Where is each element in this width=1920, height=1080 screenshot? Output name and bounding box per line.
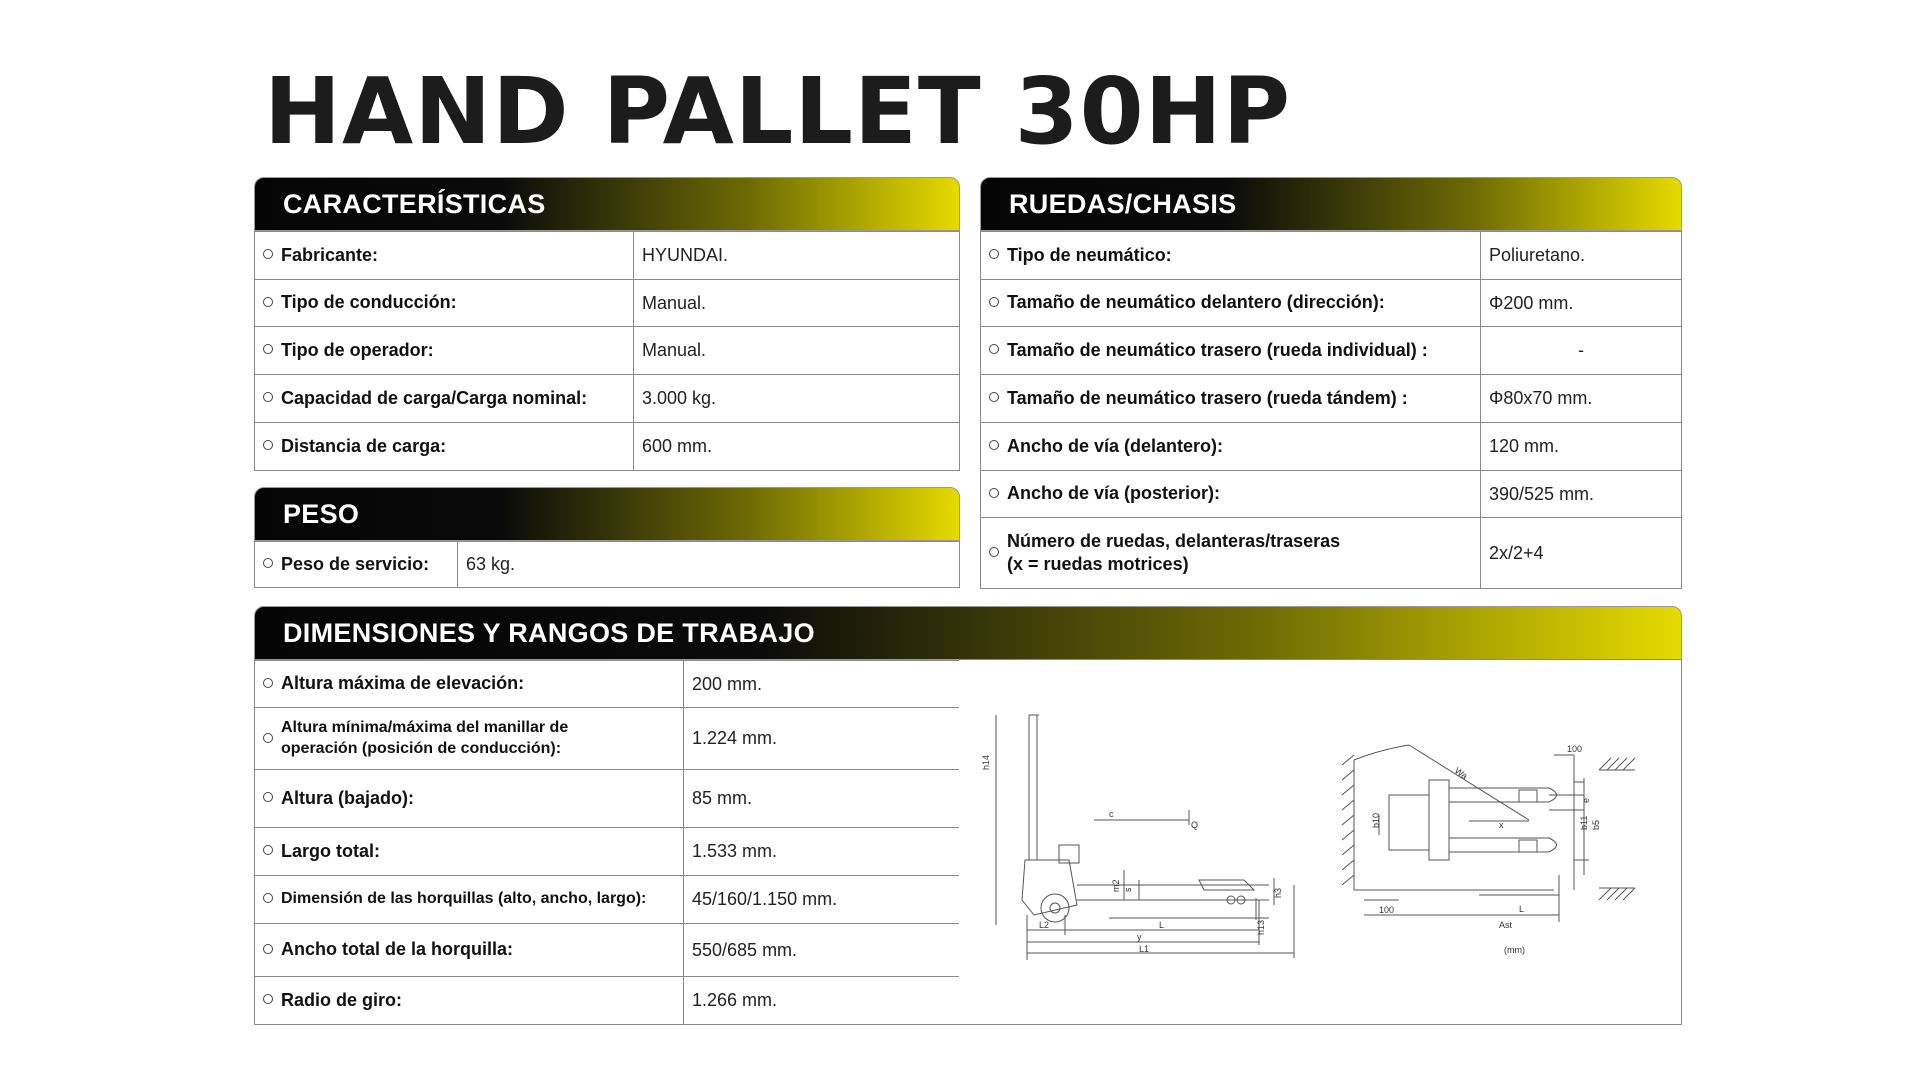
table-row (255, 327, 960, 375)
row-label-text: Altura (bajado): (281, 787, 414, 808)
row-label (255, 876, 684, 924)
ruedas-panel (980, 177, 1682, 589)
technical-drawing (959, 659, 1682, 1025)
table-row (981, 471, 1682, 518)
row-value: 2x/2+4 (1481, 518, 1682, 589)
row-label-text: Ancho de vía (delantero): (1007, 435, 1224, 456)
row-label-text: Tipo de conducción: (281, 292, 457, 313)
bullet-circle-icon (263, 297, 273, 307)
drawing-dimension-label: Q (1191, 820, 1199, 830)
row-label (981, 375, 1481, 423)
table-row (255, 661, 960, 708)
drawing-dimension-label: L1 (1139, 944, 1150, 954)
bullet-circle-icon (263, 733, 273, 743)
row-label (255, 661, 684, 708)
row-label (255, 327, 634, 375)
table-row (255, 708, 960, 770)
bullet-circle-icon (989, 547, 999, 557)
peso-panel (254, 487, 960, 588)
row-label (255, 542, 458, 588)
table-row (255, 876, 960, 924)
drawing-dimension-label: Ast (1499, 920, 1513, 930)
peso-table (254, 541, 960, 588)
row-label-text: Radio de giro: (281, 989, 402, 1010)
ruedas-table (980, 231, 1682, 589)
row-label (255, 977, 684, 1025)
row-value: 550/685 mm. (684, 924, 960, 977)
bullet-circle-icon (989, 249, 999, 259)
table-row (981, 375, 1682, 423)
bullet-circle-icon (263, 792, 273, 802)
table-row (255, 280, 960, 327)
row-value: Poliuretano. (1481, 232, 1682, 280)
row-label-text: Largo total: (281, 840, 380, 861)
drawing-dimension-label: 100 (1567, 744, 1583, 754)
row-label-text: Peso de servicio: (281, 553, 430, 574)
table-row (981, 518, 1682, 589)
row-label (981, 327, 1481, 375)
row-label (255, 708, 684, 770)
bullet-circle-icon (263, 845, 273, 855)
row-label-text: Tamaño de neumático trasero (rueda individual) : (1007, 339, 1428, 360)
table-row (981, 327, 1682, 375)
row-label (981, 423, 1481, 471)
bullet-circle-icon (989, 440, 999, 450)
drawing-dimension-label: b5 (1591, 819, 1601, 830)
row-value: 3.000 kg. (634, 375, 960, 423)
bullet-circle-icon (263, 893, 273, 903)
bullet-circle-icon (989, 297, 999, 307)
drawing-dimension-label: m2 (1111, 879, 1121, 892)
row-label-text-line2: (x = ruedas motrices) (1007, 554, 1189, 574)
caracteristicas-table (254, 231, 960, 471)
table-row (255, 375, 960, 423)
ruedas-header: RUEDAS/CHASIS (980, 177, 1682, 231)
bullet-circle-icon (263, 440, 273, 450)
row-value: 390/525 mm. (1481, 471, 1682, 518)
bullet-circle-icon (263, 994, 273, 1004)
drawing-dimension-label: h14 (981, 754, 991, 770)
row-value: 45/160/1.150 mm. (684, 876, 960, 924)
row-value: 85 mm. (684, 770, 960, 828)
row-label (981, 232, 1481, 280)
caracteristicas-header: CARACTERÍSTICAS (254, 177, 960, 231)
row-value: 200 mm. (684, 661, 960, 708)
drawing-dimension-label: h13 (1256, 919, 1266, 935)
row-label-text: Ancho de vía (posterior): (1007, 483, 1221, 504)
row-label (255, 828, 684, 876)
drawing-dimension-label: Wa (1452, 765, 1470, 782)
drawing-dimension-label: 100 (1379, 905, 1395, 915)
row-value: Φ200 mm. (1481, 280, 1682, 327)
dimensiones-header: DIMENSIONES Y RANGOS DE TRABAJO (254, 606, 1682, 660)
table-row (255, 770, 960, 828)
row-value: Manual. (634, 327, 960, 375)
bullet-circle-icon (989, 488, 999, 498)
caracteristicas-panel (254, 177, 960, 471)
bullet-circle-icon (263, 249, 273, 259)
drawing-dimension-label: s (1123, 887, 1133, 892)
table-row (255, 542, 960, 588)
row-label (255, 280, 634, 327)
bullet-circle-icon (989, 344, 999, 354)
row-label-text: Fabricante: (281, 244, 379, 265)
drawing-dimension-label: h3 (1273, 887, 1283, 898)
bullet-circle-icon (263, 944, 273, 954)
row-value: 1.224 mm. (684, 708, 960, 770)
peso-header: PESO (254, 487, 960, 541)
row-value: 63 kg. (458, 542, 960, 588)
row-label-text: Tamaño de neumático delantero (dirección): (1007, 292, 1385, 313)
table-row (981, 423, 1682, 471)
bullet-circle-icon (263, 678, 273, 688)
bullet-circle-icon (989, 392, 999, 402)
row-label-text: Dimensión de las horquillas (alto, ancho, largo): (281, 890, 647, 908)
row-label-text: Tipo de neumático: (1007, 244, 1172, 265)
drawing-dimension-label: L (1159, 920, 1165, 930)
table-row (255, 232, 960, 280)
row-value: 120 mm. (1481, 423, 1682, 471)
row-label (255, 770, 684, 828)
drawing-dimension-label: b10 (1371, 812, 1381, 828)
row-label (255, 232, 634, 280)
drawing-dimension-label: x (1499, 820, 1504, 830)
drawing-dimension-label: c (1109, 809, 1114, 819)
row-label-text: Número de ruedas, delanteras/traseras (1007, 530, 1341, 551)
row-label-text-line2: operación (posición de conducción): (281, 739, 562, 757)
row-label (981, 518, 1481, 589)
row-label (981, 280, 1481, 327)
drawing-dimension-label: e (1581, 797, 1591, 803)
top-dim-line-wa (1409, 745, 1529, 820)
row-value: HYUNDAI. (634, 232, 960, 280)
table-row (981, 280, 1682, 327)
row-value: Manual. (634, 280, 960, 327)
row-label (255, 375, 634, 423)
table-row (255, 828, 960, 876)
row-label-text: Tipo de operador: (281, 339, 434, 360)
table-row (255, 924, 960, 977)
row-label (255, 924, 684, 977)
bullet-circle-icon (263, 558, 273, 568)
table-row (255, 977, 960, 1025)
row-label (981, 471, 1481, 518)
row-label-text: Altura mínima/máxima del manillar de (281, 718, 569, 736)
row-value: 600 mm. (634, 423, 960, 471)
drawing-dimension-label: L (1519, 904, 1525, 914)
table-row (981, 232, 1682, 280)
drawing-dimension-label: y (1137, 932, 1142, 942)
dimensiones-table (254, 660, 960, 1025)
row-value: 1.533 mm. (684, 828, 960, 876)
bullet-circle-icon (263, 392, 273, 402)
drawing-dimension-label: (mm) (1504, 945, 1525, 955)
row-value: Φ80x70 mm. (1481, 375, 1682, 423)
drawing-dimension-label: L2 (1039, 920, 1050, 930)
page-title: HAND PALLET 30HP (264, 58, 1292, 165)
table-row (255, 423, 960, 471)
row-value: - (1481, 327, 1682, 375)
row-label (255, 423, 634, 471)
row-label-text: Capacidad de carga/Carga nominal: (281, 387, 588, 408)
row-label-text: Ancho total de la horquilla: (281, 939, 514, 960)
drawing-dimension-label: b11 (1579, 815, 1589, 830)
pallet-drawing-svg (959, 660, 1681, 1026)
bullet-circle-icon (263, 344, 273, 354)
row-label-text: Altura máxima de elevación: (281, 673, 525, 694)
row-label-text: Tamaño de neumático trasero (rueda tándem) : (1007, 387, 1408, 408)
row-value: 1.266 mm. (684, 977, 960, 1025)
row-label-text: Distancia de carga: (281, 435, 447, 456)
